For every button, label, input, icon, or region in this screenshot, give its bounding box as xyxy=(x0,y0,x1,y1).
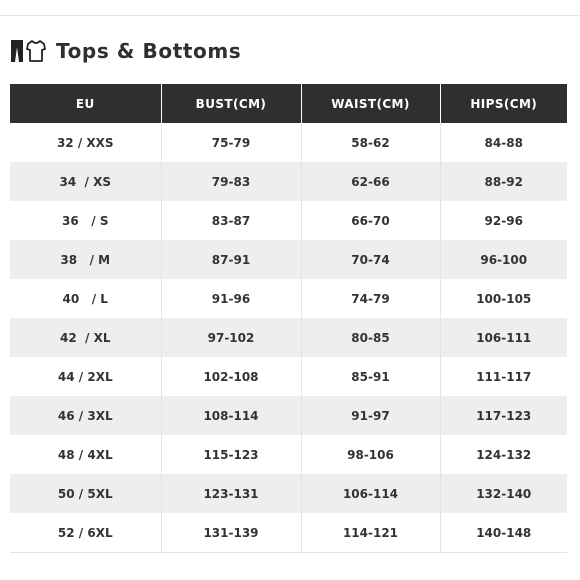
cell-eu-size: 52 / 6XL xyxy=(10,513,161,553)
cell-bust: 91-96 xyxy=(161,279,301,318)
cell-hips: 92-96 xyxy=(440,201,567,240)
table-row xyxy=(10,435,567,474)
size-chart-table xyxy=(10,84,567,553)
cell-eu-size: 44 / 2XL xyxy=(10,357,161,396)
cell-hips: 106-111 xyxy=(440,318,567,357)
table-row xyxy=(10,318,567,357)
cell-eu-size: 40 / L xyxy=(10,279,161,318)
cell-bust: 115-123 xyxy=(161,435,301,474)
table-row xyxy=(10,279,567,318)
cell-eu-size: 48 / 4XL xyxy=(10,435,161,474)
cell-hips: 84-88 xyxy=(440,123,567,162)
cell-waist: 106-114 xyxy=(301,474,440,513)
table-row xyxy=(10,123,567,162)
cell-bust: 123-131 xyxy=(161,474,301,513)
table-row xyxy=(10,474,567,513)
cell-eu-size: 36 / S xyxy=(10,201,161,240)
column-header-hips: HIPS(CM) xyxy=(440,84,567,123)
column-header-eu: EU xyxy=(10,84,161,123)
column-header-bust: BUST(CM) xyxy=(161,84,301,123)
cell-bust: 87-91 xyxy=(161,240,301,279)
cell-hips: 96-100 xyxy=(440,240,567,279)
cell-waist: 66-70 xyxy=(301,201,440,240)
cell-bust: 108-114 xyxy=(161,396,301,435)
top-divider xyxy=(0,15,580,16)
table-row xyxy=(10,201,567,240)
cell-eu-size: 32 / XXS xyxy=(10,123,161,162)
clothing-icons xyxy=(10,39,46,63)
cell-bust: 79-83 xyxy=(161,162,301,201)
table-row xyxy=(10,513,567,553)
table-row xyxy=(10,240,567,279)
pants-icon xyxy=(10,39,24,63)
table-row xyxy=(10,396,567,435)
table-header-row xyxy=(10,84,567,123)
cell-bust: 97-102 xyxy=(161,318,301,357)
cell-waist: 74-79 xyxy=(301,279,440,318)
table-row xyxy=(10,357,567,396)
cell-waist: 58-62 xyxy=(301,123,440,162)
cell-waist: 91-97 xyxy=(301,396,440,435)
cell-bust: 83-87 xyxy=(161,201,301,240)
cell-waist: 98-106 xyxy=(301,435,440,474)
cell-eu-size: 42 / XL xyxy=(10,318,161,357)
table-body xyxy=(10,123,567,553)
cell-waist: 70-74 xyxy=(301,240,440,279)
table-row xyxy=(10,162,567,201)
page-title: Tops & Bottoms xyxy=(56,39,242,63)
cell-waist: 62-66 xyxy=(301,162,440,201)
cell-hips: 100-105 xyxy=(440,279,567,318)
cell-hips: 124-132 xyxy=(440,435,567,474)
cell-waist: 80-85 xyxy=(301,318,440,357)
cell-hips: 88-92 xyxy=(440,162,567,201)
cell-bust: 75-79 xyxy=(161,123,301,162)
cell-hips: 140-148 xyxy=(440,513,567,553)
cell-bust: 102-108 xyxy=(161,357,301,396)
column-header-waist: WAIST(CM) xyxy=(301,84,440,123)
cell-waist: 85-91 xyxy=(301,357,440,396)
tshirt-icon xyxy=(26,40,46,62)
cell-hips: 111-117 xyxy=(440,357,567,396)
cell-hips: 117-123 xyxy=(440,396,567,435)
cell-eu-size: 50 / 5XL xyxy=(10,474,161,513)
cell-eu-size: 46 / 3XL xyxy=(10,396,161,435)
cell-eu-size: 38 / M xyxy=(10,240,161,279)
cell-hips: 132-140 xyxy=(440,474,567,513)
cell-waist: 114-121 xyxy=(301,513,440,553)
cell-eu-size: 34 / XS xyxy=(10,162,161,201)
cell-bust: 131-139 xyxy=(161,513,301,553)
section-heading xyxy=(10,36,241,66)
